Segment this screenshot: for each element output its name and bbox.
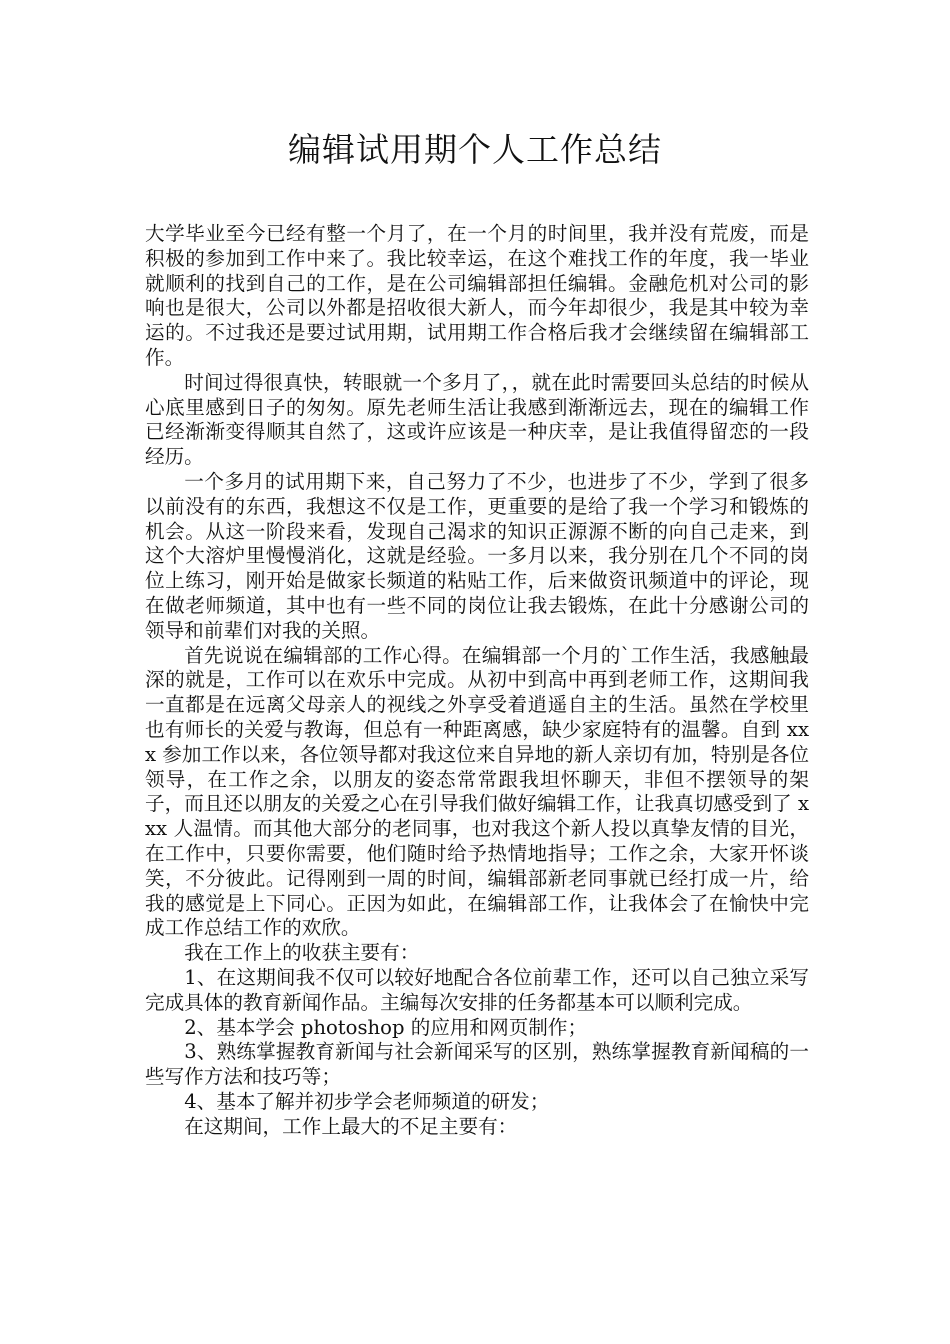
list-item-gain-1: 1、在这期间我不仅可以较好地配合各位前辈工作，还可以自己独立采写完成具体的教育新闻作品。主编每次安排的任务都基本可以顺利完成。 — [145, 965, 809, 1014]
paragraph-intro: 大学毕业至今已经有整一个月了，在一个月的时间里，我并没有荒废，而是积极的参加到工作中来了。我比较幸运，在这个难找工作的年度，我一毕业就顺利的找到自己的工作，是在公司编辑部担任编辑。金融危机对公司的影响也是很大，公司以外都是招收很大新人，而今年却很少，我是其中较为幸运的。不过我还是要过试用期，试用期工作合格后我才会继续留在编辑部工作。 — [145, 222, 809, 369]
list-item-gain-3: 3、熟练掌握教育新闻与社会新闻采写的区别，熟练掌握教育新闻稿的一些写作方法和技巧等； — [145, 1040, 809, 1089]
list-item-gain-2: 2、基本学会 photoshop 的应用和网页制作； — [184, 1015, 588, 1039]
list-item-gain-4: 4、基本了解并初步学会老师频道的研发； — [184, 1089, 550, 1113]
paragraph-trial-progress: 一个多月的试用期下来，自己努力了不少，也进步了不少，学到了很多以前没有的东西，我想这不仅是工作，更重要的是给了我一个学习和锻炼的机会。从这一阶段来看，发现自己渴求的知识正源源不断的向自己走来，到这个大溶炉里慢慢消化，这就是经验。一多月以来，我分别在几个不同的岗位上练习，刚开始是做家长频道的粘贴工作，后来做资讯频道中的评论，现在做老师频道，其中也有一些不同的岗位让我去锻炼，在此十分感谢公司的领导和前辈们对我的关照。 — [145, 469, 809, 642]
paragraph-work-experience: 首先说说在编辑部的工作心得。在编辑部一个月的`工作生活，我感触最深的就是，工作可以在欢乐中完成。从初中到高中再到老师工作，这期间我一直都是在远离父母亲人的视线之外享受着逍遥自主的生活。虽然在学校里也有师长的关爱与教诲，但总有一种距离感，缺少家庭特有的温馨。自到 xxx 参加工作以来，各位领导都对我这位来自异地的新人亲切有加，特别是各位领导，在工作之余，以朋友的姿态常常跟我坦怀聊天，非但不摆领导的架子，而且还以朋友的关爱之心在引导我们做好编辑工作，让我真切感受到了 xxx 人温情。而其他大部分的老同事，也对我这个新人投以真挚友情的目光，在工作中，只要你需要，他们随时给予热情地指导；工作之余，大家开怀谈笑，不分彼此。记得刚到一周的时间，编辑部新老同事就已经打成一片，给我的感觉是上下同心。正因为如此，在编辑部工作，让我体会了在愉快中完成工作总结工作的欢欣。 — [145, 643, 809, 940]
paragraph-gains-heading: 我在工作上的收获主要有： — [184, 941, 420, 965]
document-body — [145, 222, 809, 1139]
paragraph-time-passing: 时间过得很真快，转眼就一个多月了，，就在此时需要回头总结的时候从心底里感到日子的匆匆。原先老师生活让我感到渐渐远去，现在的编辑工作已经渐渐变得顺其自然了，这或许应该是一种庆幸，是让我值得留恋的一段经历。 — [145, 370, 809, 469]
paragraph-shortcomings-heading: 在这期间，工作上最大的不足主要有： — [184, 1114, 518, 1138]
document-title: 编辑试用期个人工作总结 — [288, 130, 662, 169]
